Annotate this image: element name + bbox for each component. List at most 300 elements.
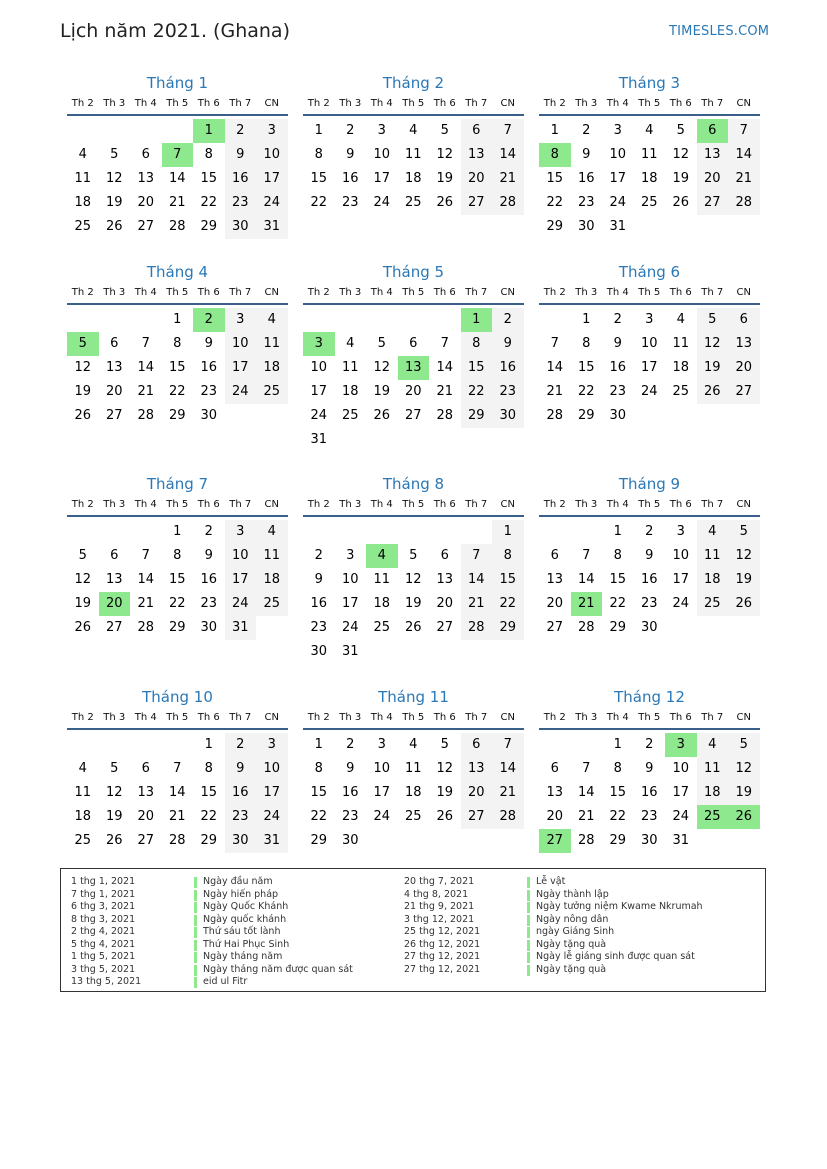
weekday-label: Th 2 xyxy=(543,712,566,723)
legend-item xyxy=(404,914,703,927)
legend-holiday-name: ngày Giáng Sinh xyxy=(536,926,615,937)
day-grid xyxy=(539,116,760,236)
legend-item xyxy=(71,901,353,914)
day-cell: 20 xyxy=(546,596,564,611)
day-cell: 18 xyxy=(373,596,391,611)
day-cell: 14 xyxy=(461,568,493,592)
day-cell: 14 xyxy=(137,572,155,587)
month-block xyxy=(539,473,760,637)
day-cell: 5 xyxy=(440,123,449,138)
day-cell: 19 xyxy=(74,384,92,399)
day-cell: 16 xyxy=(609,360,627,375)
weekday-label: Th 4 xyxy=(134,98,157,109)
weekday-label: CN xyxy=(736,499,751,510)
month-block xyxy=(303,686,524,850)
legend-color-marker xyxy=(194,877,197,888)
day-cell: 15 xyxy=(310,171,328,186)
legend-date: 26 thg 12, 2021 xyxy=(404,938,481,950)
day-cell: 18 xyxy=(640,171,658,186)
weekday-label: Th 7 xyxy=(229,287,252,298)
weekday-label: Th 3 xyxy=(575,98,598,109)
day-cell: 9 xyxy=(225,757,257,781)
day-cell: 2 xyxy=(314,548,323,563)
weekday-header xyxy=(539,283,760,305)
day-cell: 6 xyxy=(550,548,559,563)
day-cell: 13 xyxy=(137,171,155,186)
day-cell: 26 xyxy=(697,380,729,404)
day-cell: 9 xyxy=(645,548,654,563)
day-cell: 16 xyxy=(577,171,595,186)
day-cell: 1 xyxy=(314,737,323,752)
day-cell: 30 xyxy=(640,620,658,635)
day-cell: 10 xyxy=(225,544,257,568)
legend-item xyxy=(71,876,353,889)
legend-date: 3 thg 12, 2021 xyxy=(404,913,475,925)
holiday-legend xyxy=(60,868,766,992)
day-cell: 17 xyxy=(640,360,658,375)
day-cell: 30 xyxy=(310,644,328,659)
day-cell: 13 xyxy=(546,572,564,587)
day-cell: 5 xyxy=(409,548,418,563)
day-cell: 4 xyxy=(676,312,685,327)
day-cell: 24 xyxy=(672,596,690,611)
legend-date: 6 thg 3, 2021 xyxy=(71,901,136,912)
legend-item xyxy=(71,964,353,977)
day-cell: 20 xyxy=(728,356,760,380)
legend-holiday-name: Ngày tháng năm xyxy=(203,951,283,962)
legend-color-marker xyxy=(527,902,530,913)
day-cell: 19 xyxy=(697,356,729,380)
day-cell: 24 xyxy=(310,408,328,423)
day-cell: 11 xyxy=(74,171,92,186)
day-cell: 14 xyxy=(546,360,564,375)
day-cell: 9 xyxy=(204,548,213,563)
day-cell: 14 xyxy=(577,572,595,587)
day-cell: 5 xyxy=(728,733,760,757)
day-cell: 10 xyxy=(373,147,391,162)
legend-date: 21 thg 9, 2021 xyxy=(404,901,475,912)
day-cell: 27 xyxy=(436,620,454,635)
day-cell: 27 xyxy=(461,191,493,215)
weekday-label: Th 6 xyxy=(197,499,220,510)
day-cell: 22 xyxy=(168,596,186,611)
day-cell: 29 xyxy=(609,620,627,635)
day-cell: 28 xyxy=(492,805,524,829)
legend-item xyxy=(71,939,353,952)
day-cell: 27 xyxy=(137,219,155,234)
brand-link[interactable]: TIMESLES.COM xyxy=(669,24,770,39)
day-cell: 26 xyxy=(436,809,454,824)
day-cell: 10 xyxy=(609,147,627,162)
day-cell: 2 xyxy=(346,737,355,752)
weekday-label: Th 5 xyxy=(402,98,425,109)
weekday-label: Th 4 xyxy=(606,712,629,723)
legend-holiday-name: Ngày tưởng niệm Kwame Nkrumah xyxy=(536,901,703,912)
legend-date: 1 thg 1, 2021 xyxy=(71,876,136,887)
day-cell: 18 xyxy=(256,356,288,380)
holiday-day-cell: 1 xyxy=(193,119,225,143)
day-cell: 2 xyxy=(582,123,591,138)
day-cell: 15 xyxy=(168,360,186,375)
weekday-label: Th 7 xyxy=(465,287,488,298)
day-cell: 13 xyxy=(461,143,493,167)
weekday-label: CN xyxy=(500,499,515,510)
legend-holiday-name: Ngày nông dân xyxy=(536,913,609,925)
holiday-day-cell: 7 xyxy=(162,143,194,167)
day-cell: 19 xyxy=(672,171,690,186)
holiday-day-cell: 1 xyxy=(461,308,493,332)
day-cell: 21 xyxy=(436,384,454,399)
day-cell: 8 xyxy=(613,761,622,776)
day-cell: 4 xyxy=(409,123,418,138)
day-cell: 12 xyxy=(105,785,123,800)
day-cell: 27 xyxy=(461,805,493,829)
day-cell: 1 xyxy=(314,123,323,138)
page-title: Lịch năm 2021. (Ghana) xyxy=(60,20,290,42)
month-name: Tháng 10 xyxy=(142,688,213,706)
weekday-label: Th 3 xyxy=(103,712,126,723)
day-cell: 26 xyxy=(436,195,454,210)
weekday-header xyxy=(303,283,524,305)
day-cell: 25 xyxy=(697,592,729,616)
weekday-header xyxy=(67,708,288,730)
day-cell: 16 xyxy=(341,171,359,186)
weekday-header xyxy=(303,495,524,517)
day-cell: 2 xyxy=(346,123,355,138)
legend-color-marker xyxy=(194,915,197,926)
day-cell: 10 xyxy=(310,360,328,375)
day-cell: 20 xyxy=(546,809,564,824)
weekday-label: Th 2 xyxy=(71,712,94,723)
day-cell: 7 xyxy=(141,336,150,351)
legend-item xyxy=(404,901,703,914)
weekday-label: Th 7 xyxy=(229,712,252,723)
weekday-label: Th 4 xyxy=(370,499,393,510)
weekday-header xyxy=(539,94,760,116)
day-grid xyxy=(303,730,524,850)
day-cell: 18 xyxy=(341,384,359,399)
day-cell: 24 xyxy=(256,191,288,215)
day-cell: 31 xyxy=(225,616,257,640)
day-cell: 16 xyxy=(310,596,328,611)
day-cell: 8 xyxy=(314,761,323,776)
weekday-label: Th 6 xyxy=(197,287,220,298)
day-cell: 12 xyxy=(74,360,92,375)
day-cell: 25 xyxy=(256,592,288,616)
day-cell: 27 xyxy=(728,380,760,404)
day-cell: 8 xyxy=(204,761,213,776)
day-cell: 9 xyxy=(613,336,622,351)
day-cell: 11 xyxy=(256,544,288,568)
day-cell: 19 xyxy=(404,596,422,611)
day-cell: 23 xyxy=(200,596,218,611)
weekday-header xyxy=(67,283,288,305)
weekday-label: Th 2 xyxy=(307,499,330,510)
day-cell: 6 xyxy=(461,119,493,143)
day-cell: 14 xyxy=(168,785,186,800)
day-cell: 8 xyxy=(173,548,182,563)
weekday-label: Th 5 xyxy=(638,98,661,109)
day-cell: 12 xyxy=(672,147,690,162)
day-cell: 2 xyxy=(645,524,654,539)
day-cell: 14 xyxy=(168,171,186,186)
day-grid xyxy=(303,517,524,661)
day-cell: 12 xyxy=(436,147,454,162)
weekday-label: CN xyxy=(736,98,751,109)
legend-holiday-name: Lễ vật xyxy=(536,876,566,887)
day-cell: 19 xyxy=(74,596,92,611)
weekday-label: Th 5 xyxy=(638,499,661,510)
day-cell: 4 xyxy=(256,520,288,544)
day-cell: 3 xyxy=(645,312,654,327)
day-cell: 24 xyxy=(640,384,658,399)
day-grid xyxy=(67,517,288,637)
month-name: Tháng 12 xyxy=(614,688,685,706)
legend-column-left xyxy=(71,876,353,989)
month-block xyxy=(303,261,524,449)
holiday-day-cell: 5 xyxy=(67,332,99,356)
day-cell: 7 xyxy=(440,336,449,351)
weekday-label: Th 5 xyxy=(166,712,189,723)
day-cell: 30 xyxy=(200,620,218,635)
day-cell: 10 xyxy=(341,572,359,587)
day-cell: 22 xyxy=(461,380,493,404)
day-cell: 14 xyxy=(577,785,595,800)
weekday-label: Th 7 xyxy=(229,98,252,109)
day-cell: 24 xyxy=(341,620,359,635)
day-cell: 28 xyxy=(461,616,493,640)
day-cell: 27 xyxy=(546,620,564,635)
holiday-day-cell: 27 xyxy=(539,829,571,853)
day-cell: 8 xyxy=(613,548,622,563)
weekday-label: Th 6 xyxy=(669,98,692,109)
day-cell: 4 xyxy=(697,733,729,757)
day-cell: 17 xyxy=(672,572,690,587)
legend-holiday-name: Ngày quốc khánh xyxy=(203,913,287,925)
weekday-label: Th 7 xyxy=(465,98,488,109)
weekday-label: Th 5 xyxy=(402,499,425,510)
day-cell: 15 xyxy=(492,568,524,592)
day-cell: 19 xyxy=(728,568,760,592)
legend-date: 27 thg 12, 2021 xyxy=(404,963,481,975)
day-cell: 16 xyxy=(640,785,658,800)
weekday-label: Th 7 xyxy=(701,98,724,109)
month-name: Tháng 1 xyxy=(146,74,209,92)
day-cell: 1 xyxy=(582,312,591,327)
legend-column-right xyxy=(404,876,703,976)
legend-color-marker xyxy=(194,940,197,951)
month-block xyxy=(303,473,524,661)
day-cell: 30 xyxy=(640,833,658,848)
day-cell: 12 xyxy=(404,572,422,587)
day-cell: 20 xyxy=(404,384,422,399)
day-cell: 30 xyxy=(200,408,218,423)
legend-item xyxy=(71,976,353,989)
weekday-label: Th 2 xyxy=(307,287,330,298)
weekday-label: Th 2 xyxy=(307,712,330,723)
day-cell: 18 xyxy=(697,568,729,592)
day-cell: 28 xyxy=(492,191,524,215)
holiday-day-cell: 4 xyxy=(366,544,398,568)
day-cell: 25 xyxy=(404,195,422,210)
day-cell: 9 xyxy=(492,332,524,356)
day-cell: 24 xyxy=(373,809,391,824)
legend-item xyxy=(404,939,703,952)
day-cell: 22 xyxy=(577,384,595,399)
holiday-day-cell: 21 xyxy=(571,592,603,616)
day-cell: 10 xyxy=(672,761,690,776)
month-block xyxy=(67,473,288,637)
month-block xyxy=(67,261,288,425)
day-cell: 24 xyxy=(256,805,288,829)
day-grid xyxy=(539,730,760,850)
weekday-label: CN xyxy=(264,98,279,109)
day-cell: 26 xyxy=(373,408,391,423)
day-cell: 18 xyxy=(672,360,690,375)
day-cell: 16 xyxy=(492,356,524,380)
legend-color-marker xyxy=(527,952,530,963)
day-cell: 15 xyxy=(200,171,218,186)
month-name: Tháng 8 xyxy=(382,475,445,493)
legend-color-marker xyxy=(527,940,530,951)
day-cell: 3 xyxy=(256,733,288,757)
weekday-label: Th 4 xyxy=(370,712,393,723)
day-cell: 13 xyxy=(697,143,729,167)
day-cell: 23 xyxy=(225,191,257,215)
day-cell: 30 xyxy=(341,833,359,848)
day-cell: 28 xyxy=(577,620,595,635)
day-cell: 22 xyxy=(200,195,218,210)
legend-item xyxy=(404,889,703,902)
day-cell: 5 xyxy=(728,520,760,544)
day-cell: 9 xyxy=(314,572,323,587)
day-cell: 23 xyxy=(577,195,595,210)
weekday-label: Th 7 xyxy=(229,499,252,510)
day-cell: 20 xyxy=(137,195,155,210)
weekday-label: Th 6 xyxy=(433,499,456,510)
legend-holiday-name: Ngày thành lập xyxy=(536,888,609,900)
legend-color-marker xyxy=(194,965,197,976)
day-cell: 30 xyxy=(577,219,595,234)
day-cell: 17 xyxy=(341,596,359,611)
day-cell: 3 xyxy=(256,119,288,143)
legend-date: 1 thg 5, 2021 xyxy=(71,951,136,962)
day-grid xyxy=(539,305,760,425)
holiday-day-cell: 8 xyxy=(539,143,571,167)
month-name: Tháng 11 xyxy=(378,688,449,706)
legend-date: 5 thg 4, 2021 xyxy=(71,938,136,950)
day-cell: 26 xyxy=(728,592,760,616)
day-cell: 12 xyxy=(728,757,760,781)
day-cell: 9 xyxy=(225,143,257,167)
day-grid xyxy=(67,305,288,425)
weekday-label: Th 4 xyxy=(370,287,393,298)
day-cell: 14 xyxy=(492,143,524,167)
day-cell: 2 xyxy=(225,733,257,757)
day-cell: 22 xyxy=(310,195,328,210)
day-cell: 27 xyxy=(404,408,422,423)
legend-holiday-name: Ngày tặng quà xyxy=(536,938,607,950)
legend-date: 20 thg 7, 2021 xyxy=(404,876,475,887)
day-cell: 5 xyxy=(440,737,449,752)
legend-holiday-name: Ngày hiến pháp xyxy=(203,888,279,900)
day-cell: 4 xyxy=(78,147,87,162)
day-cell: 6 xyxy=(728,308,760,332)
day-cell: 9 xyxy=(204,336,213,351)
day-cell: 9 xyxy=(645,761,654,776)
day-cell: 6 xyxy=(440,548,449,563)
weekday-label: Th 5 xyxy=(638,287,661,298)
weekday-label: CN xyxy=(736,287,751,298)
day-cell: 23 xyxy=(492,380,524,404)
day-cell: 4 xyxy=(645,123,654,138)
day-cell: 30 xyxy=(492,404,524,428)
day-cell: 20 xyxy=(105,384,123,399)
holiday-day-cell: 3 xyxy=(303,332,335,356)
day-cell: 14 xyxy=(728,143,760,167)
day-cell: 11 xyxy=(640,147,658,162)
day-cell: 31 xyxy=(256,829,288,853)
day-cell: 13 xyxy=(105,572,123,587)
day-cell: 19 xyxy=(105,809,123,824)
weekday-label: CN xyxy=(500,712,515,723)
month-name: Tháng 3 xyxy=(618,74,681,92)
day-cell: 16 xyxy=(200,572,218,587)
day-cell: 23 xyxy=(640,596,658,611)
day-cell: 1 xyxy=(613,737,622,752)
legend-color-marker xyxy=(527,915,530,926)
day-cell: 21 xyxy=(137,384,155,399)
day-cell: 25 xyxy=(74,219,92,234)
day-cell: 24 xyxy=(672,809,690,824)
day-cell: 31 xyxy=(256,215,288,239)
day-cell: 31 xyxy=(609,219,627,234)
day-cell: 3 xyxy=(225,520,257,544)
day-cell: 1 xyxy=(550,123,559,138)
day-cell: 7 xyxy=(141,548,150,563)
day-cell: 29 xyxy=(200,833,218,848)
weekday-label: Th 3 xyxy=(339,287,362,298)
legend-item xyxy=(71,951,353,964)
legend-date: 4 thg 8, 2021 xyxy=(404,888,469,900)
holiday-day-cell: 13 xyxy=(398,356,430,380)
day-grid xyxy=(303,305,524,449)
holiday-day-cell: 26 xyxy=(728,805,760,829)
day-cell: 20 xyxy=(137,809,155,824)
legend-date: 13 thg 5, 2021 xyxy=(71,976,142,987)
day-cell: 8 xyxy=(204,147,213,162)
day-cell: 11 xyxy=(256,332,288,356)
day-cell: 16 xyxy=(225,167,257,191)
day-cell: 19 xyxy=(105,195,123,210)
weekday-label: Th 6 xyxy=(197,712,220,723)
weekday-label: Th 3 xyxy=(103,499,126,510)
legend-date: 2 thg 4, 2021 xyxy=(71,926,136,937)
day-cell: 26 xyxy=(105,219,123,234)
legend-color-marker xyxy=(527,890,530,901)
weekday-label: Th 4 xyxy=(370,98,393,109)
day-cell: 21 xyxy=(137,596,155,611)
weekday-label: Th 4 xyxy=(606,287,629,298)
day-cell: 28 xyxy=(436,408,454,423)
day-cell: 29 xyxy=(200,219,218,234)
day-cell: 28 xyxy=(168,833,186,848)
month-name: Tháng 7 xyxy=(146,475,209,493)
day-cell: 15 xyxy=(577,360,595,375)
weekday-label: Th 2 xyxy=(71,499,94,510)
weekday-label: Th 5 xyxy=(166,98,189,109)
day-cell: 12 xyxy=(728,544,760,568)
